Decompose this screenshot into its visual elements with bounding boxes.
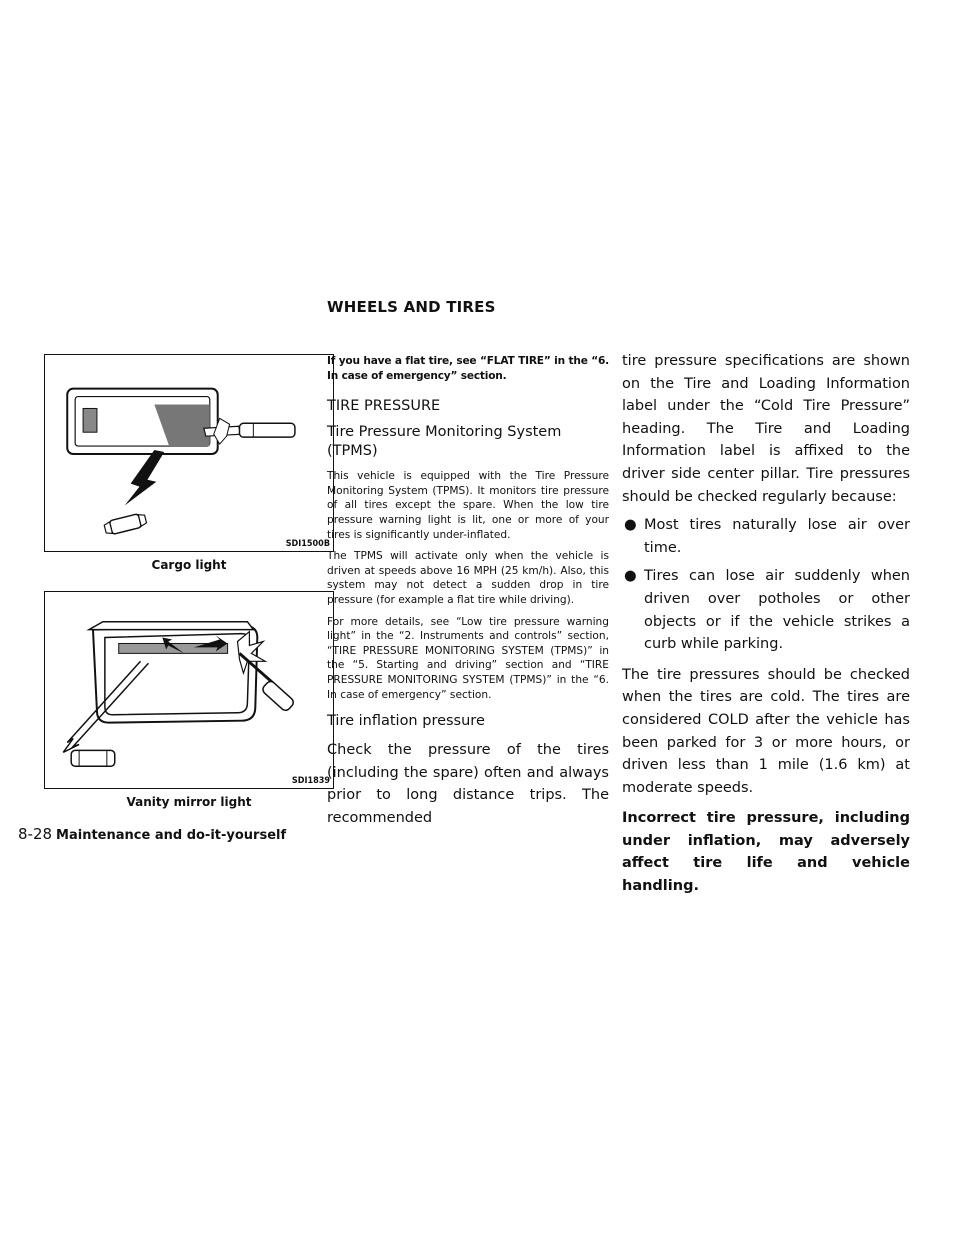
bullet-item xyxy=(622,514,910,559)
right-column xyxy=(622,350,910,898)
bullet-icon: ● xyxy=(624,517,637,534)
inflation-paragraph: Check the pressure of the tires (including the spare) often and always prior to long distance trips. The recommended xyxy=(327,742,609,826)
cargo-light-illustration xyxy=(44,354,334,552)
heading-inflation: Tire inflation pressure xyxy=(327,713,485,730)
figure-code: SDI1500B xyxy=(285,539,330,549)
bullet-text: Most tires naturally lose air over time. xyxy=(644,517,910,556)
warning-paragraph: Incorrect tire pressure, including under inflation, may adversely affect tire life and vehicle handling. xyxy=(622,810,910,895)
vanity-mirror-light-illustration xyxy=(44,591,334,789)
heading-tpms: Tire Pressure Monitoring System (TPMS) xyxy=(327,424,562,460)
specs-paragraph: tire pressure specifications are shown on the Tire and Loading Information label under the “Cold Tire Pressure” heading. The Tire and Loading Information label is affixed to the driver side center pillar. Tire pressures should be checked regularly because: xyxy=(622,353,910,505)
page-number: 8-28 xyxy=(18,825,53,843)
vanity-mirror-drawing xyxy=(45,592,333,788)
bullet-text: Tires can lose air suddenly when driven over potholes or other objects or if the vehicle strikes a curb while parking. xyxy=(644,568,910,653)
heading-tire-pressure: TIRE PRESSURE xyxy=(327,398,441,415)
page-footer xyxy=(18,825,286,843)
figure-code: SDI1839 xyxy=(291,776,330,786)
cold-check-paragraph: The tire pressures should be checked when the tires are cold. The tires are considered COLD after the vehicle has been parked for 3 or more hours, or driven less than 1 mile (1.6 km) at moderate speeds. xyxy=(622,666,910,796)
bullet-item xyxy=(622,565,910,655)
tpms-paragraph-2: The TPMS will activate only when the vehicle is driven at speeds above 16 MPH (25 km/h). Also, this system may not detect a sudden drop in tire pressure (for example a flat tire while driving). xyxy=(327,550,609,606)
chapter-title: Maintenance and do-it-yourself xyxy=(56,828,287,843)
bullet-icon: ● xyxy=(624,568,637,585)
tpms-paragraph-1: This vehicle is equipped with the Tire Pressure Monitoring System (TPMS). It monitors tire pressure of all tires except the spare. When the low tire pressure warning light is lit, one or more of your tires is significantly under-inflated. xyxy=(327,470,609,541)
cargo-light-drawing xyxy=(45,355,333,551)
flat-tire-note: If you have a flat tire, see “FLAT TIRE” in the “6. In case of emergency” section. xyxy=(327,355,609,382)
figure-caption: Vanity mirror light xyxy=(126,795,252,809)
figure-caption: Cargo light xyxy=(151,558,227,572)
tpms-paragraph-3: For more details, see “Low tire pressure warning light” in the “2. Instruments and controls” section, “TIRE PRESSURE MONITORING SYSTEM (TPMS)” in the “5. Starting and driving” section and “TIRE PRESSURE MONITORING SYSTEM (TPMS)” in the “6. In case of emergency” section. xyxy=(327,615,609,701)
middle-column xyxy=(327,354,609,829)
section-header: WHEELS AND TIRES xyxy=(327,298,496,316)
